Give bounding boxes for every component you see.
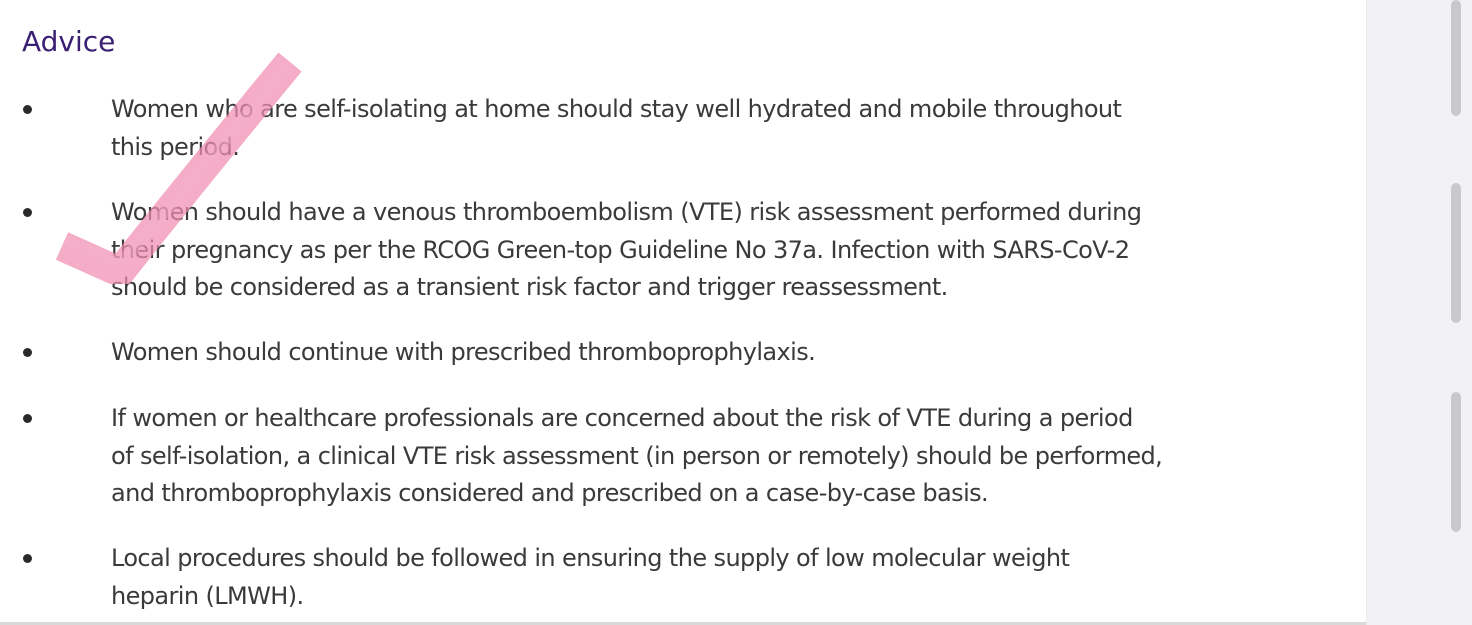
text-line: of self-isolation, a clinical VTE risk assessment (in person or remotely) should be performed, [111, 441, 1163, 470]
side-scroll-pane [1366, 0, 1472, 625]
text-line: If women or healthcare professionals are concerned about the risk of VTE during a period [111, 404, 1133, 432]
text-line: this period. [111, 132, 240, 161]
list-item-text [111, 400, 1162, 513]
text-line: Women who are self-isolating at home should stay well hydrated and mobile throughout [111, 95, 1122, 123]
section-heading: Advice [22, 25, 116, 58]
bullet-icon [23, 348, 32, 357]
text-line: Local procedures should be followed in ensuring the supply of low molecular weight [111, 544, 1070, 572]
scrollbar-thumb[interactable] [1451, 0, 1461, 116]
text-line: heparin (LMWH). [111, 581, 304, 610]
text-line: their pregnancy as per the RCOG Green-top Guideline No 37a. Infection with SARS-CoV-2 [111, 235, 1130, 264]
scrollbar-thumb[interactable] [1451, 183, 1461, 323]
text-line: and thromboprophylaxis considered and prescribed on a case-by-case basis. [111, 479, 989, 507]
text-line: Women should have a venous thromboembolism (VTE) risk assessment performed during [111, 198, 1142, 226]
bullet-icon [23, 554, 32, 563]
scrollbar-thumb[interactable] [1451, 392, 1461, 532]
bullet-icon [23, 208, 32, 217]
list-item-text [111, 194, 1141, 307]
list-item-text [111, 91, 1121, 166]
bullet-icon [23, 414, 32, 423]
list-item-text [111, 540, 1069, 615]
bullet-icon [23, 105, 32, 114]
list-item-text [111, 334, 815, 372]
text-line: should be considered as a transient risk factor and trigger reassessment. [111, 273, 948, 301]
text-line: Women should continue with prescribed thromboprophylaxis. [111, 338, 816, 366]
